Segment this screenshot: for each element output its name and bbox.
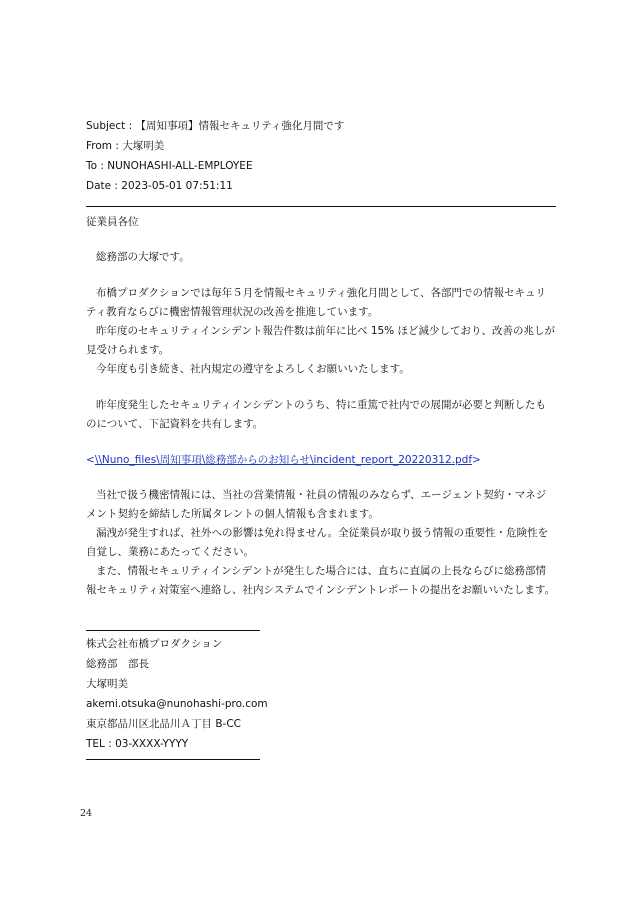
header-divider bbox=[86, 206, 556, 207]
signature-name: 大塚明美 bbox=[86, 678, 128, 690]
email-document bbox=[86, 116, 556, 760]
email-subject: Subject : 【周知事項】情報セキュリティ強化月間です bbox=[86, 120, 345, 132]
email-from: From : 大塚明美 bbox=[86, 140, 165, 152]
salutation: 従業員各位 bbox=[86, 216, 139, 228]
email-date: Date : 2023-05-01 07:51:11 bbox=[86, 180, 233, 192]
paragraph-confidential-info: 当社で扱う機密情報には、当社の営業情報・社員の情報のみならず、エージェント契約・マネジメント契約を締結した所属タレントの個人情報も含まれます。 bbox=[86, 489, 547, 520]
link-open-bracket: < bbox=[86, 454, 95, 466]
paragraph-compliance-request: 今年度も引き続き、社内規定の遵守をよろしくお願いいたします。 bbox=[96, 363, 410, 375]
link-close-bracket: > bbox=[472, 454, 481, 466]
incident-report-link-line bbox=[86, 451, 556, 469]
paragraph-incident-decrease: 昨年度のセキュリティインシデント報告件数は前年に比べ 15% ほど減少しており、改善の兆しが見受けられます。 bbox=[86, 325, 555, 356]
paragraph-security-month: 布橋プロダクションでは毎年５月を情報セキュリティ強化月間として、各部門での情報セキュリティ教育ならびに機密情報管理状況の改善を推進しています。 bbox=[86, 287, 547, 318]
incident-report-link[interactable]: \\Nuno_files\周知事項\総務部からのお知らせ\incident_report_20220312.pdf bbox=[94, 454, 473, 466]
intro-text: 総務部の大塚です。 bbox=[96, 251, 190, 263]
signature-email: akemi.otsuka@nunohashi-pro.com bbox=[86, 698, 268, 710]
signature-bottom-divider bbox=[86, 759, 260, 760]
signature-tel: TEL : 03-XXXX-YYYY bbox=[86, 738, 189, 750]
paragraph-incident-reporting: また、情報セキュリティインシデントが発生した場合には、直ちに直属の上長ならびに総務部情報セキュリティ対策室へ連絡し、社内システムでインシデントレポートの提出をお願いいたします。 bbox=[86, 565, 556, 596]
paragraph-share-material: 昨年度発生したセキュリティインシデントのうち、特に重篤で社内での展開が必要と判断したものについて、下記資料を共有します。 bbox=[86, 399, 546, 430]
paragraph-leak-impact: 漏洩が発生すれば、社外への影響は免れ得ません。全従業員が取り扱う情報の重要性・危険性を自覚し、業務にあたってください。 bbox=[86, 527, 549, 558]
signature-company: 株式会社布橋プロダクション bbox=[86, 638, 223, 650]
email-to: To : NUNOHASHI-ALL-EMPLOYEE bbox=[86, 160, 253, 172]
signature-address: 東京都品川区北品川Ａ丁目 B-CC bbox=[86, 718, 241, 730]
page-number: 24 bbox=[80, 808, 93, 819]
signature-dept: 総務部 部長 bbox=[86, 658, 149, 670]
